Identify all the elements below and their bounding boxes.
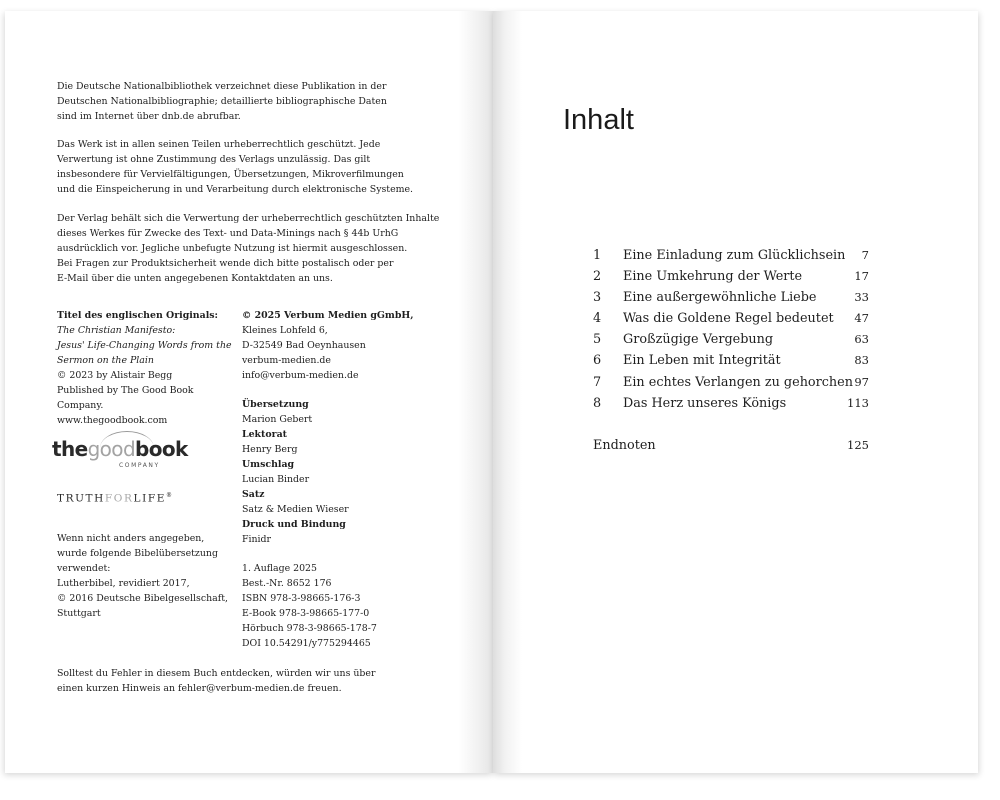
- edition-line: 1. Auflage 2025: [242, 563, 317, 574]
- chapter-page: 17: [854, 269, 869, 283]
- chapter-page: 113: [847, 396, 869, 410]
- chapter-number: 1: [593, 248, 602, 263]
- copyright-notice: [57, 137, 413, 197]
- toc-endnotes-entry: [593, 438, 869, 459]
- original-info-line: www.thegoodbook.com: [57, 415, 168, 426]
- ebook-isbn: E-Book 978-3-98665-177-0: [242, 608, 370, 619]
- chapter-number: 3: [593, 290, 602, 305]
- chapter-number: 4: [593, 311, 602, 326]
- endnotes-title: Endnoten: [593, 438, 656, 453]
- publisher-name: © 2025 Verbum Medien gGmbH,: [242, 310, 414, 321]
- dnb-notice: [57, 79, 387, 124]
- logo-wordmark: thegoodbook: [52, 437, 188, 461]
- toc-entry: [593, 290, 869, 311]
- original-info-line: Company.: [57, 400, 104, 411]
- credit-name: Satz & Medien Wieser: [242, 504, 349, 515]
- credit-role: Übersetzung: [242, 399, 309, 410]
- credits-block: [242, 397, 349, 547]
- text-line: sind im Internet über dnb.de abrufbar.: [57, 111, 241, 122]
- chapter-title: Eine Umkehrung der Werte: [623, 269, 803, 284]
- bible-translation-note: [57, 531, 228, 621]
- chapter-number: 5: [593, 332, 602, 347]
- chapter-page: 33: [854, 290, 869, 304]
- toc-entry: [593, 248, 869, 269]
- audiobook-isbn: Hörbuch 978-3-98665-178-7: [242, 623, 377, 634]
- toc-entry: [593, 353, 869, 374]
- toc-entry: [593, 311, 869, 332]
- text-line: Bei Fragen zur Produktsicherheit wende dich bitte postalisch oder per: [57, 258, 394, 269]
- text-line: verwendet:: [57, 563, 111, 574]
- edition-block: [242, 561, 377, 651]
- credit-role: Druck und Bindung: [242, 519, 346, 530]
- chapter-number: 2: [593, 269, 602, 284]
- publisher-website: verbum-medien.de: [242, 355, 331, 366]
- chapter-title: Großzügige Vergebung: [623, 332, 774, 347]
- chapter-number: 7: [593, 375, 602, 390]
- chapter-page: 97: [854, 375, 869, 389]
- edition-line: Best.-Nr. 8652 176: [242, 578, 332, 589]
- text-line: Lutherbibel, revidiert 2017,: [57, 578, 190, 589]
- text-line: wurde folgende Bibelübersetzung: [57, 548, 218, 559]
- chapter-title: Ein Leben mit Integrität: [623, 353, 781, 368]
- errata-notice: [57, 666, 375, 696]
- text-line: Solltest du Fehler in diesem Buch entdecken, würden wir uns über: [57, 668, 376, 679]
- text-line: ausdrücklich vor. Jegliche unbefugte Nutzung ist hiermit ausgeschlossen.: [57, 243, 408, 254]
- text-line: dieses Werkes für Zwecke des Text- und Data-Minings nach § 44b UrhG: [57, 228, 399, 239]
- toc-entry: [593, 332, 869, 353]
- chapter-title: Was die Goldene Regel bedeutet: [623, 311, 834, 326]
- chapter-page: 47: [854, 311, 869, 325]
- chapter-title: Ein echtes Verlangen zu gehorchen: [623, 375, 853, 390]
- original-title-line: Sermon on the Plain: [57, 355, 154, 366]
- text-line: einen kurzen Hinweis an fehler@verbum-medien.de freuen.: [57, 683, 342, 694]
- credit-role: Lektorat: [242, 429, 287, 440]
- chapter-page: 63: [854, 332, 869, 346]
- publisher-block: [242, 308, 414, 383]
- text-line: Das Werk ist in allen seinen Teilen urheberrechtlich geschützt. Jede: [57, 139, 381, 150]
- credit-name: Lucian Binder: [242, 474, 310, 485]
- chapter-number: 6: [593, 353, 602, 368]
- original-title-label: Titel des englischen Originals:: [57, 310, 219, 321]
- text-line: Stuttgart: [57, 608, 101, 619]
- original-title-block: [57, 308, 232, 428]
- original-info-line: © 2023 by Alistair Begg: [57, 370, 173, 381]
- isbn: ISBN 978-3-98665-176-3: [242, 593, 361, 604]
- chapter-title: Eine außergewöhnliche Liebe: [623, 290, 817, 305]
- credit-name: Finidr: [242, 534, 272, 545]
- credit-role: Satz: [242, 489, 265, 500]
- text-line: Verwertung ist ohne Zustimmung des Verlags unzulässig. Das gilt: [57, 154, 371, 165]
- text-line: Wenn nicht anders angegeben,: [57, 533, 205, 544]
- doi: DOI 10.54291/y775294465: [242, 638, 371, 649]
- text-line: und die Einspeicherung in und Verarbeitung durch elektronische Systeme.: [57, 184, 414, 195]
- logo-company-text: COMPANY: [119, 462, 160, 469]
- credit-name: Marion Gebert: [242, 414, 313, 425]
- endnotes-page: 125: [847, 438, 869, 452]
- the-good-book-company-logo: [52, 431, 188, 475]
- credit-role: Umschlag: [242, 459, 295, 470]
- publisher-address-line: D-32549 Bad Oeynhausen: [242, 340, 366, 351]
- text-line: © 2016 Deutsche Bibelgesellschaft,: [57, 593, 228, 604]
- text-line: Die Deutsche Nationalbibliothek verzeichnet diese Publikation in der: [57, 81, 387, 92]
- data-mining-notice: [57, 211, 439, 286]
- text-line: Deutschen Nationalbibliographie; detaillierte bibliographische Daten: [57, 96, 387, 107]
- toc-entry: [593, 269, 869, 290]
- chapter-page: 83: [854, 353, 869, 367]
- original-info-line: Published by The Good Book: [57, 385, 194, 396]
- credit-name: Henry Berg: [242, 444, 298, 455]
- toc-entry: [593, 396, 869, 417]
- text-line: Der Verlag behält sich die Verwertung der urheberrechtlich geschützten Inhalte: [57, 213, 440, 224]
- publisher-address-line: Kleines Lohfeld 6,: [242, 325, 328, 336]
- toc-entry: [593, 375, 869, 396]
- text-line: insbesondere für Vervielfältigungen, Übersetzungen, Mikroverfilmungen: [57, 169, 404, 180]
- truth-for-life-logo: TRUTHFORLIFE®: [57, 492, 173, 505]
- chapter-page: 7: [861, 248, 869, 262]
- original-title-line: The Christian Manifesto:: [57, 325, 176, 336]
- original-title-line: Jesus' Life-Changing Words from the: [57, 340, 232, 351]
- chapter-number: 8: [593, 396, 602, 411]
- chapter-title: Eine Einladung zum Glücklichsein: [623, 248, 846, 263]
- text-line: E-Mail über die unten angegebenen Kontaktdaten an uns.: [57, 273, 333, 284]
- toc-heading: Inhalt: [563, 104, 634, 136]
- chapter-title: Das Herz unseres Königs: [623, 396, 787, 411]
- publisher-email: info@verbum-medien.de: [242, 370, 359, 381]
